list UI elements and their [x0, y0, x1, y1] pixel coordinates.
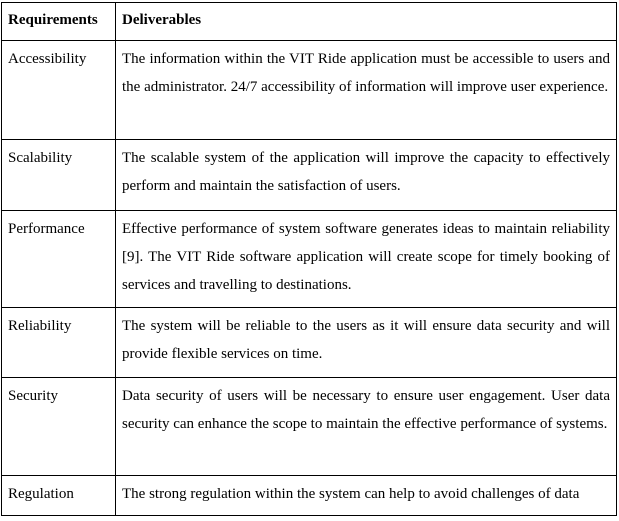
- requirements-table: [1, 2, 617, 516]
- requirement-cell: Accessibility: [2, 41, 116, 140]
- table-row: [2, 378, 617, 476]
- deliverable-cell: The system will be reliable to the users as it will ensure data security and will provide flexible services on time.: [116, 308, 617, 378]
- table-row: [2, 211, 617, 308]
- deliverable-cell: Data security of users will be necessary to ensure user engagement. User data security can enhance the scope to maintain the effective performance of systems.: [116, 378, 617, 476]
- table-row: [2, 476, 617, 516]
- deliverable-cell: Effective performance of system software generates ideas to maintain reliability [9]. The VIT Ride software application will create scope for timely booking of services and travelling to destinations.: [116, 211, 617, 308]
- header-deliverables: Deliverables: [116, 3, 617, 41]
- requirement-cell: Regulation: [2, 476, 116, 516]
- deliverable-cell: The scalable system of the application will improve the capacity to effectively perform and maintain the satisfaction of users.: [116, 140, 617, 211]
- table-header-row: [2, 3, 617, 41]
- requirement-cell: Security: [2, 378, 116, 476]
- deliverable-cell: The strong regulation within the system can help to avoid challenges of data: [116, 476, 617, 516]
- header-requirements: Requirements: [2, 3, 116, 41]
- table-row: [2, 41, 617, 140]
- table-row: [2, 140, 617, 211]
- requirement-cell: Performance: [2, 211, 116, 308]
- table-row: [2, 308, 617, 378]
- deliverable-cell: The information within the VIT Ride application must be accessible to users and the administrator. 24/7 accessibility of information will improve user experience.: [116, 41, 617, 140]
- requirement-cell: Scalability: [2, 140, 116, 211]
- requirement-cell: Reliability: [2, 308, 116, 378]
